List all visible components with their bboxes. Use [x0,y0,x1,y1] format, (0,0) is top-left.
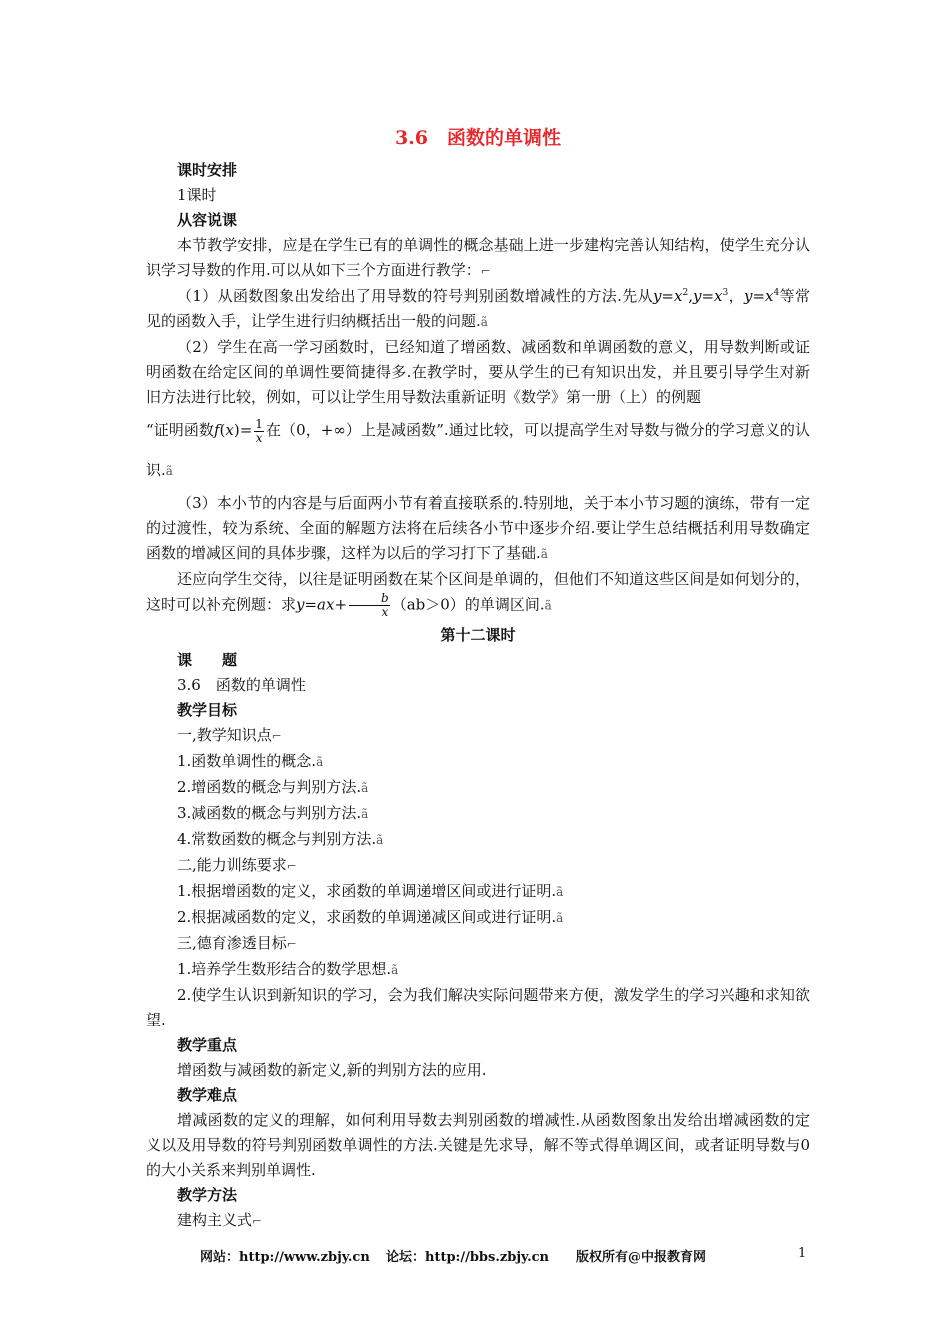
lesson-heading: 第十二课时 [440,626,516,644]
topic-value: 3.6 函数的单调性 [177,676,306,694]
schedule-value: 1课时 [177,186,217,204]
talk-paragraph-2: （1）从函数图象出发给出了用导数的符号判别函数增减性的方法.先从$y=x^2,y=x^3$，$y=x^4$等常见的函数入手，让学生进行归纳概括出一般的问题.ã [146,287,810,330]
page-number: 1 [798,1246,807,1261]
goal-item: 1.培养学生数形结合的数学思想.ã [177,960,399,978]
talk-paragraph-5: 还应向学生交待，以往是证明函数在某个区间是单调的，但他们不知道这些区间是如何划分的，这时可以补充例题：求y=ax+ $\frac{b}{x}$ （ab＞0）的单调区间.ã [146,570,810,619]
key-point-value: 增函数与减函数的新定义,新的判别方法的应用. [177,1061,487,1079]
footer-copyright: 版权所有@中报教育网 [576,1250,707,1265]
talk-heading: 从容说课 [177,211,238,229]
goal-item: 2.增函数的概念与判别方法.ã [177,778,369,796]
document-page [146,118,810,1234]
goal-group-1: 一,教学知识点⌐ [177,726,282,744]
footer-site-link[interactable]: 网站：http://www.zbjy.cn [200,1250,370,1265]
topic-heading: 课 题 [177,651,238,669]
talk-paragraph-3-formula: “证明函数f(x)= $\frac{1}{x}$ 在（0，+∞）上是减函数”.通过比较，可以提高学生对导数与微分的学习意义的认识.ã [146,416,810,479]
key-point-heading: 教学重点 [177,1036,238,1054]
talk-paragraph-1: 本节教学安排，应是在学生已有的单调性的概念基础上进一步建构完善认知结构，使学生充分认识学习导数的作用.可以从如下三个方面进行教学：⌐ [146,236,810,279]
goal-item: 2.使学生认识到新知识的学习，会为我们解决实际问题带来方便，激发学生的学习兴趣和求知欲望. [146,986,810,1029]
difficulty-heading: 教学难点 [177,1086,238,1104]
goal-item: 3.减函数的概念与判别方法.ã [177,804,369,822]
difficulty-value: 增减函数的定义的理解，如何利用导数去判别函数的增减性.从函数图象出发给出增减函数的定义以及用导数的符号判别函数单调性的方法.关键是先求导，解不等式得单调区间，或者证明导数与0的大小关系来判别单调性. [146,1111,810,1179]
goals-heading: 教学目标 [177,701,238,719]
goal-item: 4.常数函数的概念与判别方法.ã [177,830,384,848]
goal-item: 1.函数单调性的概念.ã [177,752,324,770]
schedule-heading: 课时安排 [177,161,238,179]
goal-item: 2.根据减函数的定义，求函数的单调递减区间或进行证明.ã [177,908,564,926]
goal-group-2: 二,能力训练要求⌐ [177,856,297,874]
goal-item: 1.根据增函数的定义，求函数的单调递增区间或进行证明.ã [177,882,564,900]
page-title: 3.6 函数的单调性 [394,127,562,149]
fraction-1-over-x: $\frac{1}{x}$ [255,416,263,445]
goal-group-3: 三,德育渗透目标⌐ [177,934,297,952]
talk-paragraph-4: （3）本小节的内容是与后面两小节有着直接联系的.特别地，关于本小节习题的演练，带有一定的过渡性，较为系统、全面的解题方法将在后续各小节中逐步介绍.要让学生总结概括利用导数确定函数的增减区间的具体步骤，这样为以后的学习打下了基础.ã [146,494,810,562]
method-heading: 教学方法 [177,1186,238,1204]
footer-forum-link[interactable]: 论坛：http://bbs.zbjy.cn [386,1250,550,1265]
fraction-b-over-x: $\frac{b}{x}$ [349,592,390,619]
method-value: 建构主义式⌐ [177,1211,263,1229]
talk-paragraph-3: （2）学生在高一学习函数时，已经知道了增函数、减函数和单调函数的意义，用导数判断或证明函数在给定区间的单调性要简捷得多.在教学时，要从学生的已有知识出发，并且要引导学生对新旧方法进行比较，例如，可以让学生用导数法重新证明《数学》第一册（上）的例题 [146,338,810,406]
